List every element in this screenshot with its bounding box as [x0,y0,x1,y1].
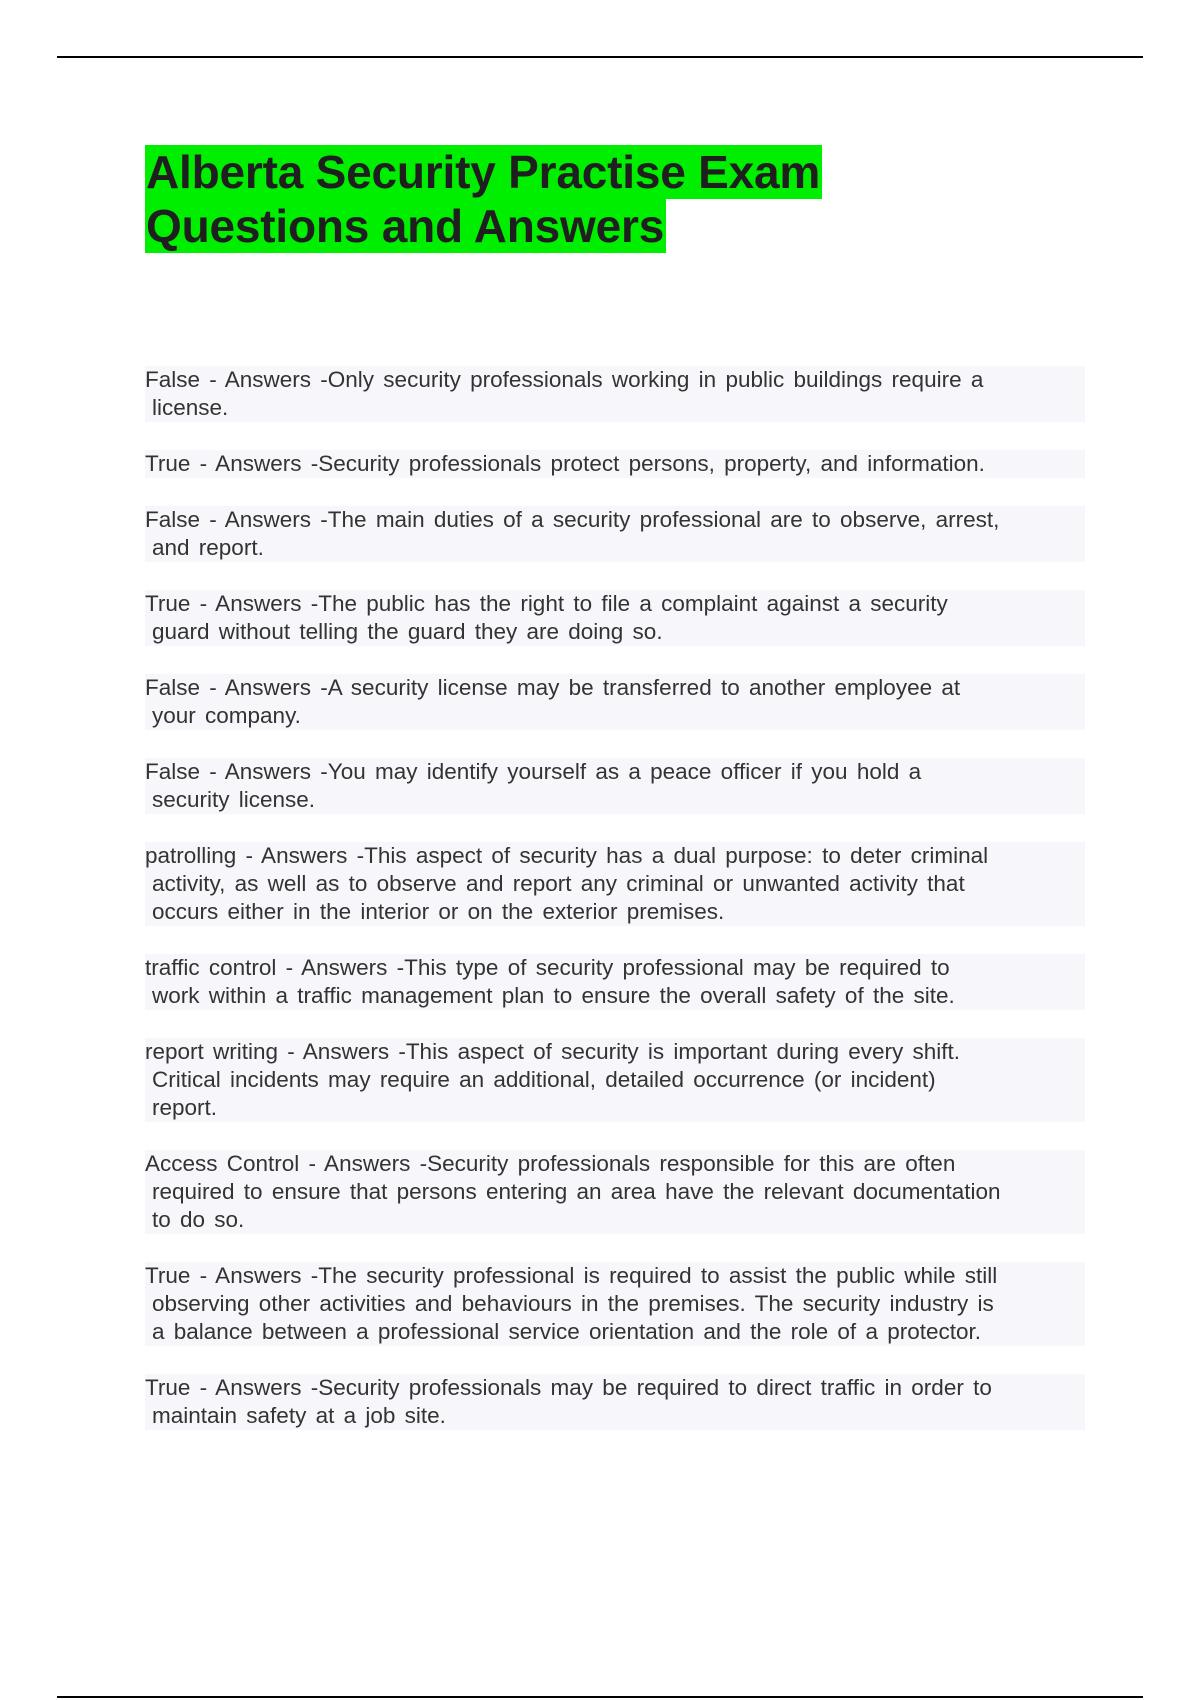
qa-line: your company. [152,703,301,728]
title-line-2: Questions and Answers [146,200,665,252]
qa-line: patrolling - Answers -This aspect of security has a dual purpose: to deter criminal [145,843,989,868]
qa-line: occurs either in the interior or on the exterior premises. [152,899,725,924]
qa-item [145,1262,1085,1346]
qa-item [145,1150,1085,1234]
qa-line: maintain safety at a job site. [152,1403,446,1428]
qa-item [145,954,1085,1010]
title-line-1: Alberta Security Practise Exam [146,146,821,198]
qa-line: False - Answers -The main duties of a security professional are to observe, arrest, [145,507,1000,532]
qa-line: required to ensure that persons entering an area have the relevant documentation [152,1179,1001,1204]
qa-line: report writing - Answers -This aspect of security is important during every shift. [145,1039,961,1064]
qa-line: activity, as well as to observe and report any criminal or unwanted activity that [152,871,965,896]
qa-line: report. [152,1095,218,1120]
qa-line: work within a traffic management plan to ensure the overall safety of the site. [152,983,955,1008]
qa-item [145,842,1085,926]
qa-line: a balance between a professional service orientation and the role of a protector. [152,1319,982,1344]
qa-line: True - Answers -Security professionals may be required to direct traffic in order to [145,1375,992,1400]
qa-line: True - Answers -Security professionals protect persons, property, and information. [145,451,985,476]
qa-item [145,506,1085,562]
qa-item [145,366,1085,422]
qa-line: False - Answers -A security license may be transferred to another employee at [145,675,961,700]
footer-rule [57,1696,1143,1698]
qa-item [145,590,1085,646]
qa-list [145,366,1085,1458]
qa-line: True - Answers -The security professional is required to assist the public while still [145,1263,998,1288]
qa-line: False - Answers -Only security professionals working in public buildings require a [145,367,984,392]
qa-item [145,450,1085,478]
qa-item [145,1374,1085,1430]
qa-line: Access Control - Answers -Security professionals responsible for this are often [145,1151,956,1176]
qa-item [145,674,1085,730]
qa-line: and report. [152,535,264,560]
qa-line: traffic control - Answers -This type of security professional may be required to [145,955,950,980]
header-rule [57,56,1143,58]
qa-line: Critical incidents may require an additional, detailed occurrence (or incident) [152,1067,936,1092]
qa-line: to do so. [152,1207,245,1232]
qa-line: license. [152,395,229,420]
qa-item [145,1038,1085,1122]
qa-item [145,758,1085,814]
qa-line: True - Answers -The public has the right to file a complaint against a security [145,591,948,616]
qa-line: False - Answers -You may identify yourself as a peace officer if you hold a [145,759,922,784]
qa-line: guard without telling the guard they are doing so. [152,619,663,644]
qa-line: security license. [152,787,316,812]
qa-line: observing other activities and behaviours in the premises. The security industry is [152,1291,994,1316]
document-title [145,145,905,253]
